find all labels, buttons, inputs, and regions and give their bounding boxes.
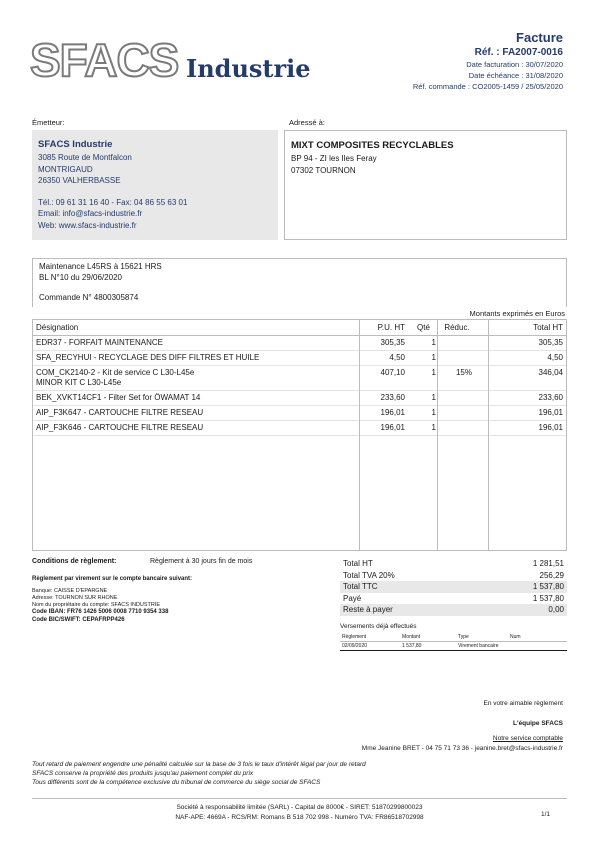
table-row [33, 366, 566, 391]
invoice-date: Date facturation : 30/07/2020 [466, 60, 563, 69]
payment-conditions [32, 558, 332, 624]
company-logo [30, 34, 320, 86]
closing-signature: L'équipe SFACS [513, 720, 563, 727]
item-designation: COM_CK2140-2 - Kit de service C L30-L45e MINOR KIT C L30-L45e [33, 366, 357, 391]
total-label: Total TTC [343, 582, 378, 591]
recipient-address-line: 07302 TOURNON [291, 165, 356, 175]
item-total: 4,50 [475, 351, 566, 366]
item-designation: AIP_F3K646 - CARTOUCHE FILTRE RESEAU [33, 421, 357, 436]
emitter-label: Émetteur: [32, 118, 65, 127]
payment-row [340, 642, 567, 651]
col-header-qty: Qté [408, 320, 439, 336]
item-unit-price: 4,50 [357, 351, 408, 366]
item-quantity: 1 [408, 366, 439, 391]
payments-col-type: Type [458, 634, 469, 640]
legal-line: SFACS conserve la propriété des produits jusqu'au paiement complet du prix [32, 770, 254, 777]
emitter-name: SFACS Industrie [38, 139, 113, 150]
recipient-name: MIXT COMPOSITES RECYCLABLES [291, 140, 454, 151]
table-row [33, 351, 566, 366]
order-ref: Réf. commande : CO2005-1459 / 25/05/2020 [412, 82, 563, 91]
total-label: Reste à payer [343, 605, 393, 614]
emitter-box [32, 130, 278, 240]
total-label: Total TVA 20% [343, 570, 395, 580]
emitter-phone: Tél.: 09 61 31 16 40 - Fax: 04 86 55 63 01 [38, 197, 188, 207]
emitter-address-line: MONTRIGAUD [38, 164, 93, 174]
item-unit-price: 233,60 [357, 391, 408, 406]
reference-note-line: Maintenance L45RS à 15621 HRS [39, 262, 162, 271]
total-value: 256,29 [539, 570, 564, 580]
iban: Code IBAN: FR76 1426 5006 0008 7710 9354 338 [32, 609, 169, 615]
total-row [340, 581, 567, 593]
payments-header-row [340, 633, 567, 642]
footer-line: Société à responsabilité limitée (SARL) - Capital de 8000€ - SIRET: 51870299800023 [176, 804, 423, 811]
payments-col-num: Num [510, 634, 521, 640]
total-row [340, 604, 567, 616]
payments-made [340, 623, 567, 651]
bank-address: Adresse: TOURNON SUR RHONE [32, 595, 118, 601]
conditions-label: Conditions de règlement: [32, 558, 117, 565]
item-unit-price: 407,10 [357, 366, 408, 391]
recipient-label: Adressé à: [289, 118, 325, 127]
order-number: Commande N° 4800305874 [39, 293, 139, 302]
table-row [33, 406, 566, 421]
reference-note-box [32, 258, 567, 307]
item-total: 233,60 [475, 391, 566, 406]
table-row [33, 391, 566, 406]
conditions-value: Règlement à 30 jours fin de mois [150, 558, 253, 565]
emitter-address-line: 26350 VALHERBASSE [38, 176, 121, 185]
item-unit-price: 196,01 [357, 421, 408, 436]
emitter-web[interactable]: Web: www.sfacs-industrie.fr [38, 220, 137, 230]
item-quantity: 1 [408, 421, 439, 436]
currency-note: Montants exprimés en Euros [469, 309, 565, 318]
item-total: 196,01 [475, 421, 566, 436]
table-header-row [33, 320, 566, 336]
account-owner: Nom du propriétaire du compte: SFACS INDUSTRIE [32, 602, 161, 608]
item-total: 196,01 [475, 406, 566, 421]
item-discount [439, 336, 475, 351]
item-discount [439, 351, 475, 366]
items-table [32, 319, 567, 551]
item-total: 305,35 [475, 336, 566, 351]
item-discount [439, 391, 475, 406]
table-row [33, 421, 566, 436]
col-header-total: Total HT [475, 320, 566, 336]
payment-type: Virement bancaire [458, 643, 499, 649]
emitter-email[interactable]: Email: info@sfacs-industrie.fr [38, 209, 143, 218]
accounting-service: Notre service comptable [492, 735, 563, 742]
logo-sfacs-text: SFACS [30, 34, 179, 86]
item-designation-line2: MINOR KIT C L30-L45e [36, 378, 122, 387]
payments-col-montant: Montant [402, 634, 421, 640]
total-value: 0,00 [548, 605, 564, 614]
payments-col-reglement: Règlement [342, 634, 367, 640]
total-row [340, 593, 567, 605]
recipient-box [284, 130, 567, 240]
col-header-designation: Désignation [33, 320, 357, 336]
bank-name: Banque: CAISSE D'EPARGNE [32, 588, 108, 594]
accounting-contact: Mme Jeanine BRET - 04 75 71 73 36 - jeanine.bret@sfacs-industrie.fr [361, 745, 563, 752]
legal-notes [32, 760, 366, 787]
item-quantity: 1 [408, 406, 439, 421]
total-label: Total HT [343, 559, 373, 568]
page-number: 1/1 [540, 811, 550, 818]
payments-title: Versements déjà effectués [340, 623, 417, 630]
item-unit-price: 196,01 [357, 406, 408, 421]
invoice-title: Facture [516, 30, 563, 45]
legal-line: Tout retard de paiement engendre une pénalité calculée sur la base de 3 fois le taux d'intérêt légal par jour de retard [32, 761, 366, 768]
payment-amount: 1 537,80 [402, 643, 422, 649]
total-row [340, 570, 567, 582]
item-unit-price: 305,35 [357, 336, 408, 351]
page-footer [32, 798, 567, 822]
total-value: 1 537,80 [532, 582, 564, 591]
invoice-ref: Réf. : FA2007-0016 [474, 47, 563, 58]
item-designation: AIP_F3K647 - CARTOUCHE FILTRE RESEAU [33, 406, 357, 421]
recipient-address-line: BP 94 - ZI les Iles Feray [291, 154, 377, 163]
item-designation: BEK_XVKT14CF1 - Filter Set for ÖWAMAT 14 [33, 391, 357, 406]
total-value: 1 537,80 [532, 593, 564, 603]
emitter-address-line: 3085 Route de Montfalcon [38, 153, 132, 162]
total-row [340, 558, 567, 570]
col-header-reduc: Réduc. [439, 320, 475, 336]
table-row [33, 336, 566, 351]
reference-note-line: BL N°10 du 29/06/2020 [39, 272, 122, 282]
logo-industrie-text: Industrie [186, 54, 311, 83]
col-header-pu: P.U. HT [357, 320, 408, 336]
item-discount [439, 421, 475, 436]
due-date: Date échéance : 31/08/2020 [468, 71, 563, 80]
item-total: 346,04 [475, 366, 566, 391]
item-discount: 15% [439, 366, 475, 391]
item-quantity: 1 [408, 391, 439, 406]
item-discount [439, 406, 475, 421]
bic: Code BIC/SWIFT: CEPAFRPP426 [32, 616, 125, 623]
totals-box [340, 558, 567, 616]
bank-transfer-title: Règlement par virement sur le compte bancaire suivant: [32, 576, 193, 582]
total-label: Payé [343, 593, 362, 603]
invoice-header [413, 30, 563, 91]
legal-line: Tous différents sont de la compétence exclusive du tribunal de commerce du siège social de SFACS [32, 779, 321, 786]
closing-block [362, 700, 563, 752]
item-quantity: 1 [408, 336, 439, 351]
footer-line: NAF-APE: 4669A - RCS/RM: Romans B 518 702 998 - Numéro TVA: FR86518702998 [175, 813, 424, 821]
payment-date: 02/09/2020 [342, 643, 368, 649]
item-quantity: 1 [408, 351, 439, 366]
item-designation: EDR37 - FORFAIT MAINTENANCE [33, 336, 357, 351]
item-designation: SFA_RECYHUI - RECYCLAGE DES DIFF FILTRES ET HUILE [33, 351, 357, 366]
total-value: 1 281,51 [532, 559, 564, 568]
closing-line: En votre aimable règlement [483, 700, 563, 707]
